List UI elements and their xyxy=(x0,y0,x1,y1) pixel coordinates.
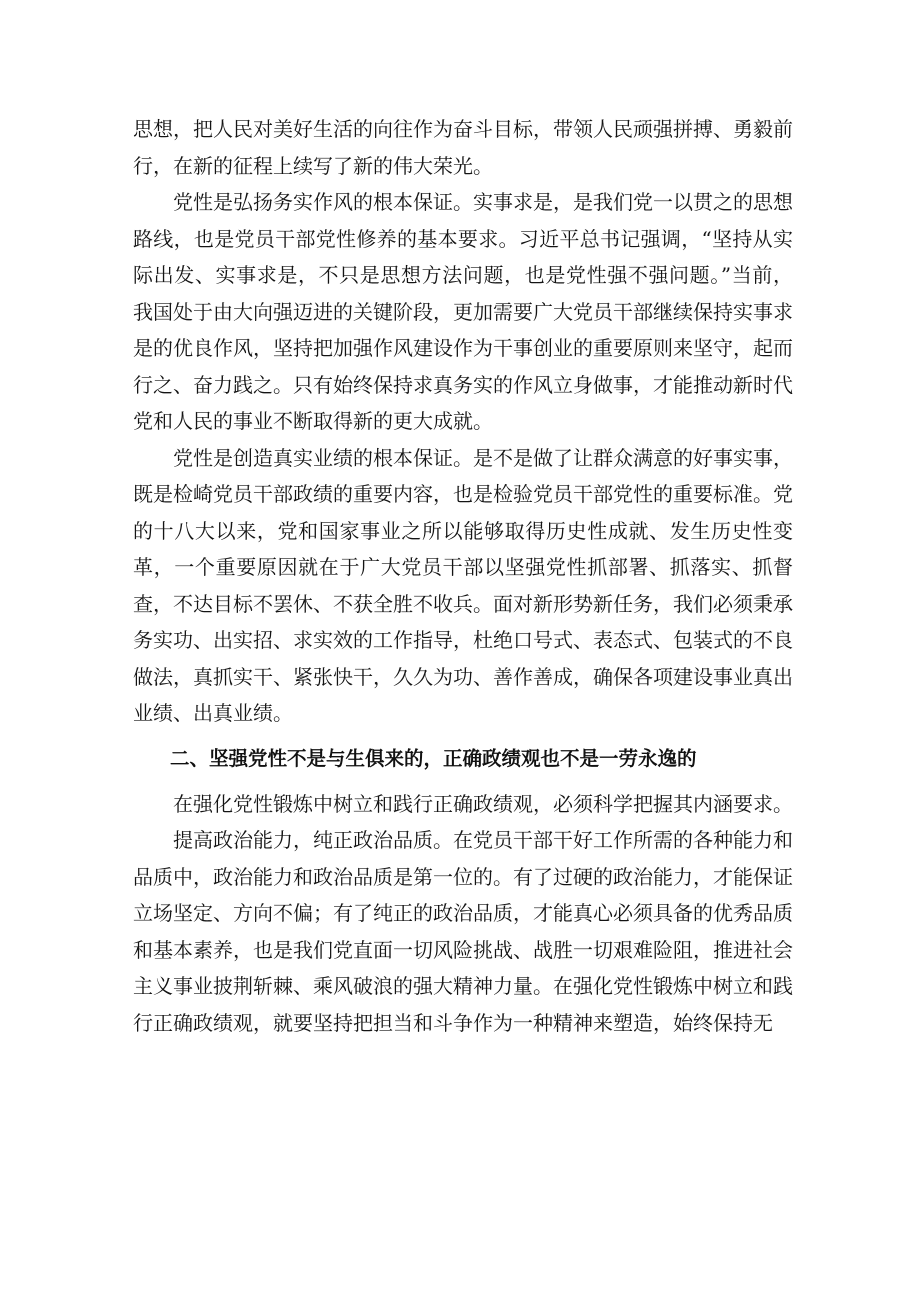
section-heading: 二、坚强党性不是与生俱来的，正确政绩观也不是一劳永逸的 xyxy=(170,746,697,770)
paragraph-style: 党性是弘扬务实作风的根本保证。实事求是，是我们党一以贯之的思想路线，也是党员干部党性修养的基本要求。习近平总书记强调，“坚持从实际出发、实事求是，不只是思想方法问题，也是党性强不强问题。”当前，我国处于由大向强迈进的关键阶段，更加需要广大党员干部继续保持实事求是的优良作风，坚持把加强作风建设作为干事创业的重要原则来坚守，起而行之、奋力践之。只有始终保持求真务实的作风立身做事，才能推动新时代党和人民的事业不断取得新的更大成就。 xyxy=(133,190,793,433)
paragraph-political-ability: 提高政治能力，纯正政治品质。在党员干部干好工作所需的各种能力和品质中，政治能力和政治品质是第一位的。有了过硬的政治能力，才能保证立场坚定、方向不偏；有了纯正的政治品质，才能真心必须具备的优秀品质和基本素养，也是我们党直面一切风险挑战、战胜一切艰难险阻，推进社会主义事业披荆斩棘、乘风破浪的强大精神力量。在强化党性锻炼中树立和践行正确政绩观，就要坚持把担当和斗争作为一种精神来塑造，始终保持无 xyxy=(133,828,793,1035)
paragraph-continued: 思想，把人民对美好生活的向往作为奋斗目标，带领人民顽强拼搏、勇毅前行，在新的征程上续写了新的伟大荣光。 xyxy=(133,117,793,178)
paragraph-performance: 党性是创造真实业绩的根本保证。是不是做了让群众满意的好事实事，既是检崎党员干部政绩的重要内容，也是检验党员干部党性的重要标准。党的十八大以来，党和国家事业之所以能够取得历史性成就、发生历史性变革，一个重要原因就在于广大党员干部以坚强党性抓部署、抓落实、抓督查，不达目标不罢休、不获全胜不收兵。面对新形势新任务，我们必须秉承务实功、出实招、求实效的工作指导，杜绝口号式、表态式、包装式的不良做法，真抓实干、紧张快干，久久为功、善作善成，确保各项建设事业真出业绩、出真业绩。 xyxy=(133,445,793,725)
document-body xyxy=(133,111,793,1041)
paragraph-intro: 在强化党性锻炼中树立和践行正确政绩观，必须科学把握其内涵要求。 xyxy=(173,791,793,816)
